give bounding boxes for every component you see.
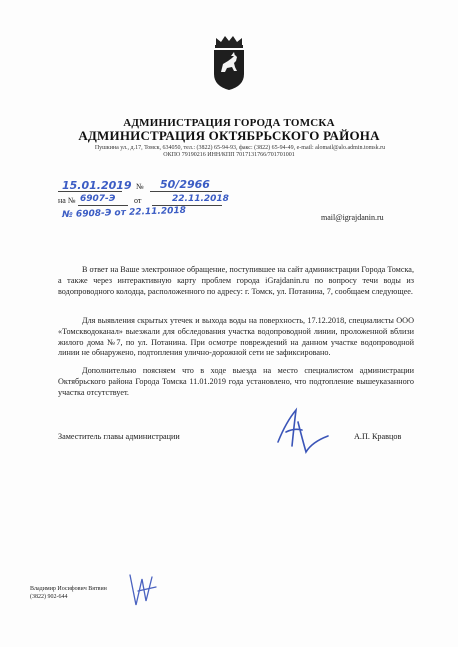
date-underline — [58, 191, 122, 192]
administration-title: АДМИНИСТРАЦИЯ ГОРОДА ТОМСКА — [123, 117, 335, 129]
paragraph-conclusion — [58, 366, 414, 398]
additional-incoming-reference: № 6908-Э от 22.11.2018 — [61, 205, 187, 221]
incoming-number-underline — [78, 205, 128, 206]
number-label: № — [136, 182, 144, 191]
paragraph-conclusion-text: Дополнительно поясняем что в ходе выезда на место специалистом администрации Октябрьского района Города Томска 11.01.2019 года установлено, что подтопление вышеуказанного участка отсутствует. — [58, 366, 414, 397]
paragraph-inspection-text: Для выявления скрытых утечек и выхода воды на поверхность, 17.12.2018, специалисты ООО «Томскводоканал» выезжали для обследования участка водопроводной линии, проложенной вблизи жилого дома №7, по ул. Потанина. При осмотре повреждений на данном участке водопроводной линии не обнаружено, подтопления улично-дорожной сети не зафиксировано. — [58, 316, 414, 358]
registration-codes: ОКПО 79190216 ИНН/КПП 7017131766/701701001 — [163, 152, 295, 158]
tomsk-coat-of-arms-emblem — [208, 34, 250, 92]
outgoing-date: 15.01.2019 — [62, 179, 132, 192]
paragraph-inspection — [58, 316, 414, 359]
incoming-date: 22.11.2018 — [172, 194, 229, 204]
outgoing-number: 50/2966 — [160, 178, 210, 191]
signer-position: Заместитель главы администрации — [58, 432, 180, 441]
paragraph-intro — [58, 265, 414, 297]
from-label: от — [134, 196, 142, 205]
executor-signature — [126, 571, 160, 609]
paragraph-intro-text: В ответ на Ваше электронное обращение, поступившее на сайт администрации Города Томска, а также через интерактивную карту проблем города iGrajdanin.ru по вопросу течи воды из водопроводного колодца, расположенного по адресу: г. Томск, ул. Потанина, 7, сообщаем следующее. — [58, 265, 414, 296]
recipient-email: mail@igrajdanin.ru — [321, 213, 384, 222]
number-underline — [150, 191, 222, 192]
signer-name: А.П. Кравцов — [354, 432, 402, 441]
executor-phone: (3822) 902-644 — [30, 594, 68, 600]
district-administration-title: АДМИНИСТРАЦИЯ ОКТЯБРЬСКОГО РАЙОНА — [78, 128, 380, 143]
contact-address: Пушкина ул., д.17, Томск, 634050, тел.: (3822) 65-94-93, факс: (3822) 65-94-49, e-mail: alomail@alo.admin.tomsk.ru — [94, 145, 386, 151]
handwritten-signature — [272, 402, 332, 457]
executor-name: Владимир Иосифович Вятвин — [30, 586, 107, 592]
incoming-number: 6907-Э — [80, 194, 116, 204]
incoming-number-label: на № — [58, 196, 76, 205]
